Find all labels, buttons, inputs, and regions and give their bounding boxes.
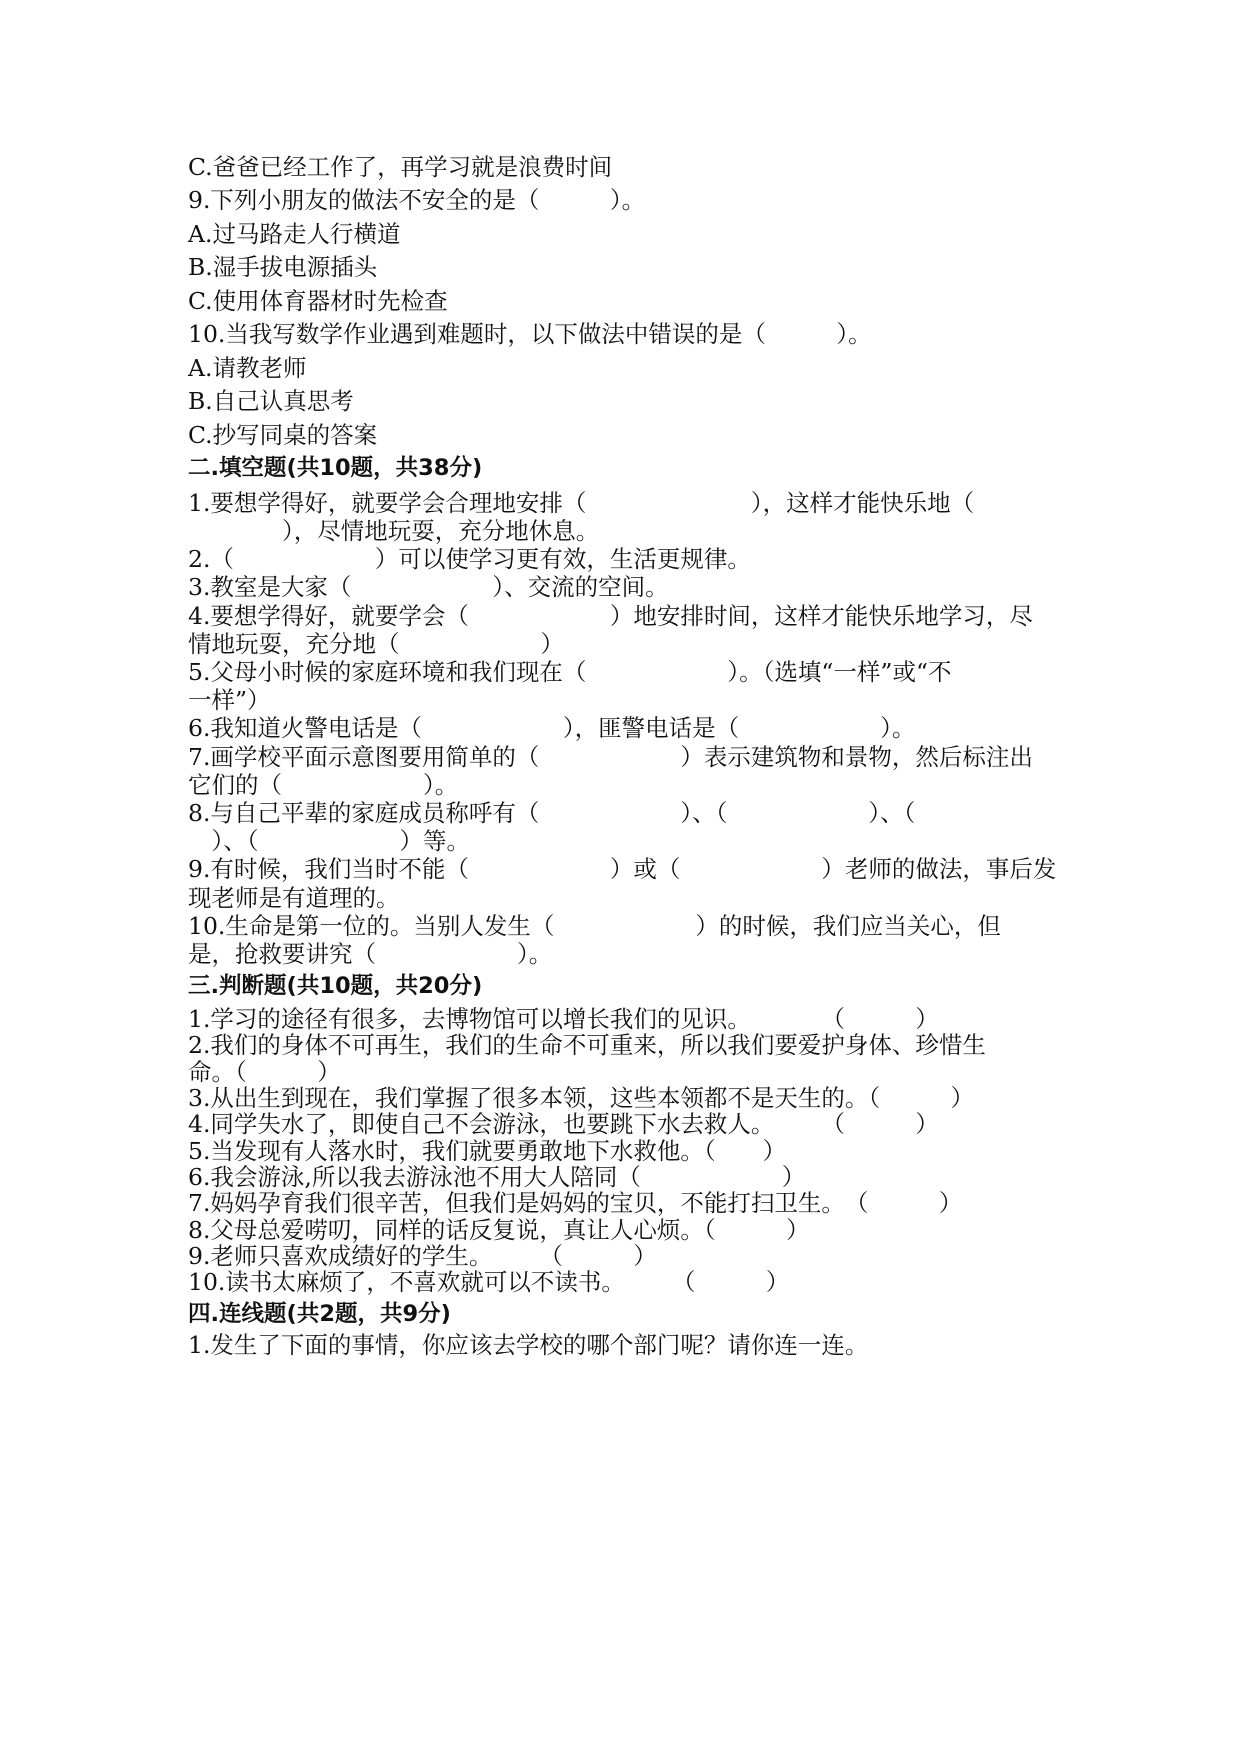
q9-option-b: B.湿手拔电源插头	[188, 253, 378, 281]
fill-line: 情地玩耍，充分地（ ）	[188, 630, 564, 658]
judge-line: 10.读书太麻烦了，不喜欢就可以不读书。 （ ）	[188, 1268, 790, 1296]
section4-heading: 四.连线题(共2题，共9分)	[188, 1301, 451, 1327]
fill-line: 7.画学校平面示意图要用简单的（ ）表示建筑物和景物，然后标注出	[188, 743, 1033, 771]
q10-option-c: C.抄写同桌的答案	[188, 421, 378, 449]
fill-line: 9.有时候，我们当时不能（ ）或（ ）老师的做法，事后发	[188, 855, 1057, 883]
section3-heading: 三.判断题(共10题，共20分)	[188, 973, 483, 999]
fill-line: 5.父母小时候的家庭环境和我们现在（ ）。（选填“一样”或“不	[188, 658, 952, 686]
q10-option-b: B.自己认真思考	[188, 387, 354, 415]
q8-option-c: C.爸爸已经工作了，再学习就是浪费时间	[188, 153, 613, 181]
q10-option-a: A.请教老师	[188, 354, 307, 382]
fill-line: 它们的（ ）。	[188, 771, 459, 799]
fill-line: ），尽情地玩耍，充分地休息。	[188, 517, 600, 545]
judge-line: 9.老师只喜欢成绩好的学生。 （ ）	[188, 1242, 657, 1270]
fill-line: 一样”）	[188, 686, 271, 714]
fill-line: 现老师是有道理的。	[188, 884, 400, 912]
judge-line: 4.同学失水了，即使自己不会游泳，也要跳下水去救人。 （ ）	[188, 1110, 939, 1138]
q10-stem: 10.当我写数学作业遇到难题时，以下做法中错误的是（ ）。	[188, 320, 872, 348]
fill-line: 10.生命是第一位的。当别人发生（ ）的时候，我们应当关心，但	[188, 912, 1001, 940]
judge-line: 命。（ ）	[188, 1058, 341, 1086]
fill-line: 6.我知道火警电话是（ ），匪警电话是（ ）。	[188, 714, 916, 742]
judge-line: 8.父母总爱唠叨，同样的话反复说，真让人心烦。（ ）	[188, 1216, 810, 1244]
match-line: 1.发生了下面的事情，你应该去学校的哪个部门呢？请你连一连。	[188, 1331, 869, 1359]
fill-line: 1.要想学得好，就要学会合理地安排（ ），这样才能快乐地（	[188, 489, 975, 517]
fill-line: 2.（ ）可以使学习更有效，生活更规律。	[188, 545, 751, 573]
judge-line: 1.学习的途径有很多，去博物馆可以增长我们的见识。 （ ）	[188, 1005, 939, 1033]
fill-line: 3.教室是大家（ ）、交流的空间。	[188, 573, 669, 601]
judge-line: 6.我会游泳,所以我去游泳池不用大人陪同（ ）	[188, 1163, 806, 1191]
judge-line: 3.从出生到现在，我们掌握了很多本领，这些本领都不是天生的。（ ）	[188, 1084, 975, 1112]
q9-option-a: A.过马路走人行横道	[188, 220, 401, 248]
judge-line: 5.当发现有人落水时，我们就要勇敢地下水救他。（ ）	[188, 1137, 787, 1165]
judge-line: 2.我们的身体不可再生，我们的生命不可重来，所以我们要爱护身体、珍惜生	[188, 1031, 986, 1059]
judge-line: 7.妈妈孕育我们很辛苦，但我们是妈妈的宝贝，不能打扫卫生。 （ ）	[188, 1189, 963, 1217]
fill-line: 8.与自己平辈的家庭成员称呼有（ ）、（ ）、（	[188, 799, 916, 827]
fill-line: ）、（ ）等。	[188, 827, 470, 855]
fill-line: 4.要想学得好，就要学会（ ）地安排时间，这样才能快乐地学习，尽	[188, 602, 1033, 630]
fill-line: 是，抢救要讲究（ ）。	[188, 940, 553, 968]
q9-option-c: C.使用体育器材时先检查	[188, 287, 448, 315]
section2-heading: 二.填空题(共10题，共38分)	[188, 455, 483, 481]
q9-stem: 9.下列小朋友的做法不安全的是（ ）。	[188, 186, 646, 214]
